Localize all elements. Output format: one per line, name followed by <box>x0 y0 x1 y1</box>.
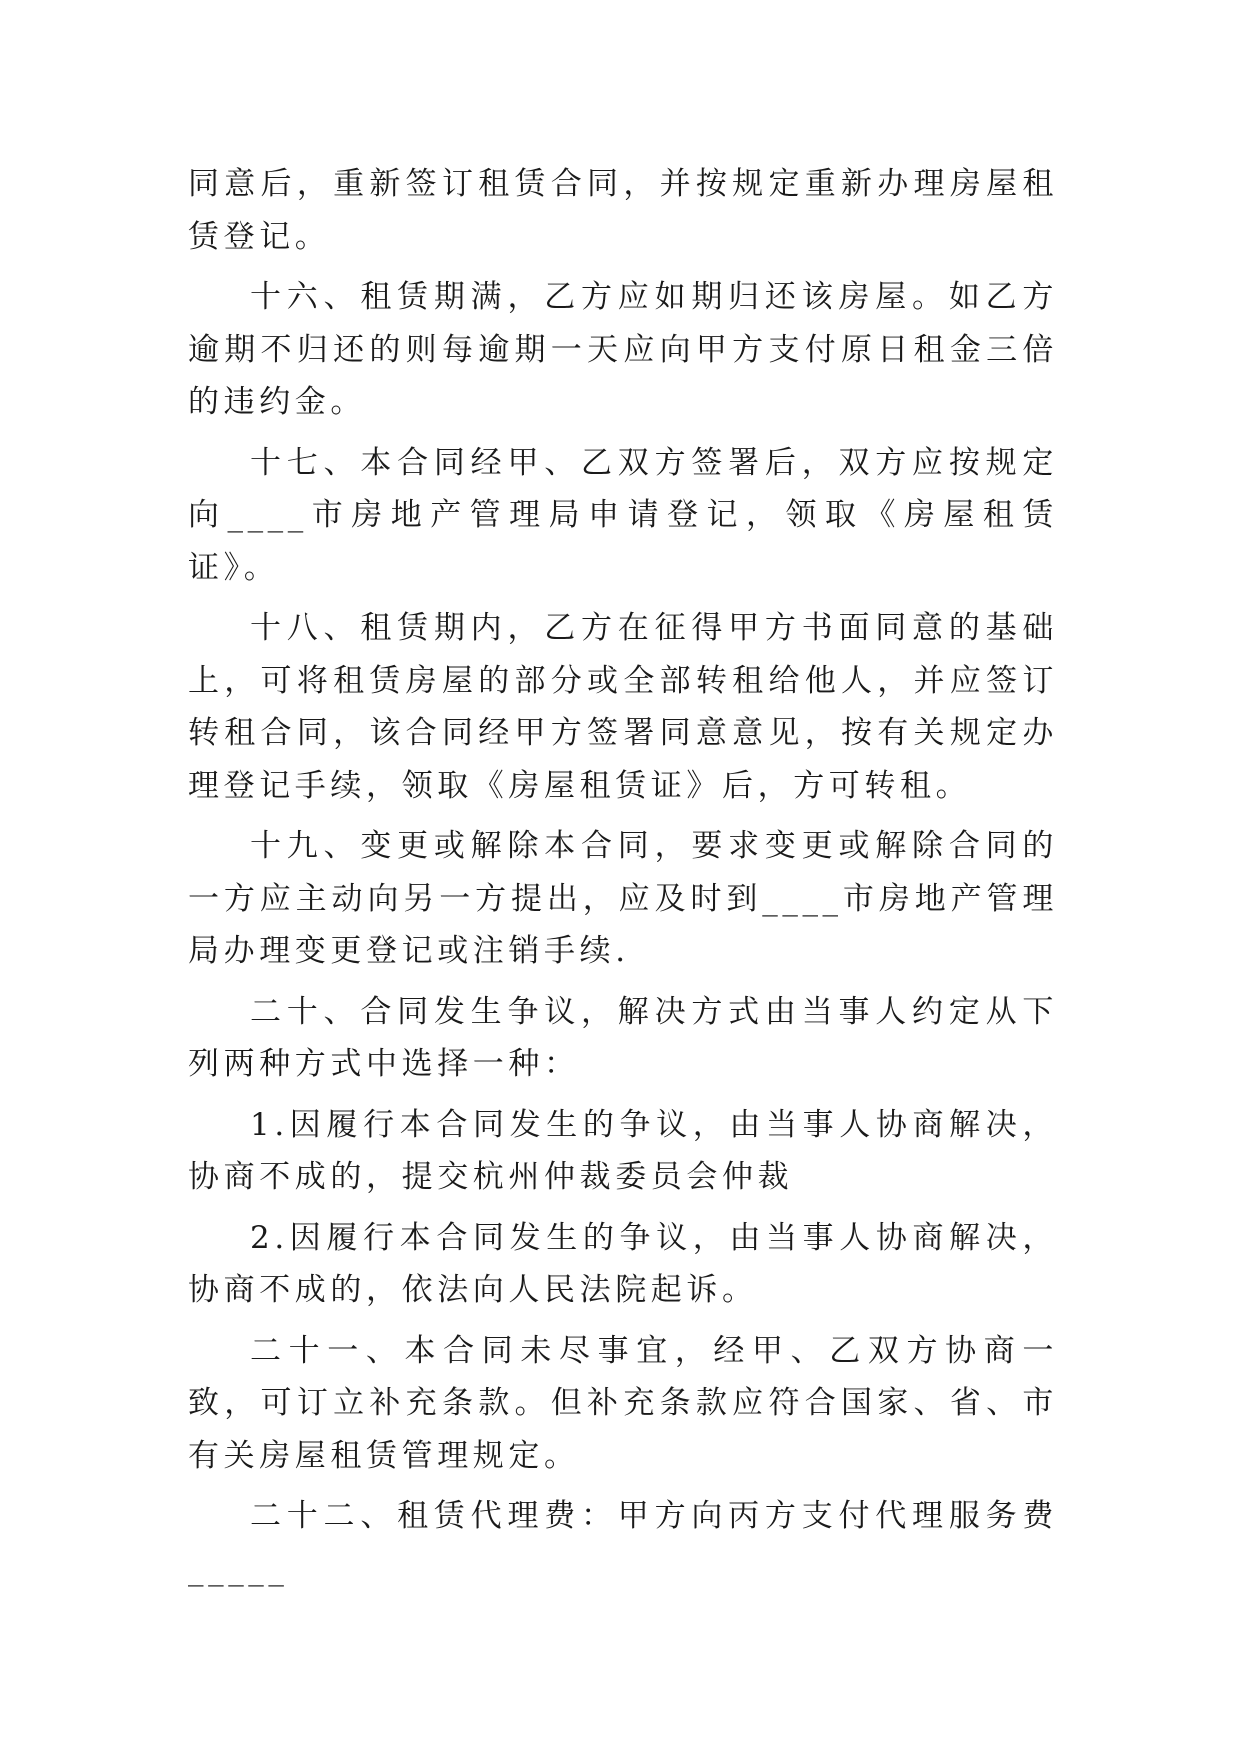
paragraph-clause-17: 十七、本合同经甲、乙双方签署后，双方应按规定向____市房地产管理局申请登记，领取《房屋租赁证》。 <box>188 444 1058 586</box>
paragraph-option-2: 2.因履行本合同发生的争议，由当事人协商解决，协商不成的，依法向人民法院起诉。 <box>188 1219 1058 1308</box>
paragraph-option-1: 1.因履行本合同发生的争议，由当事人协商解决，协商不成的，提交杭州仲裁委员会仲裁 <box>188 1106 1058 1195</box>
paragraph-continued: 同意后，重新签订租赁合同，并按规定重新办理房屋租赁登记。 <box>188 166 1058 255</box>
paragraph-clause-21: 二十一、本合同未尽事宜，经甲、乙双方协商一致，可订立补充条款。但补充条款应符合国家、省、市有关房屋租赁管理规定。 <box>188 1332 1058 1474</box>
paragraph-clause-20: 二十、合同发生争议，解决方式由当事人约定从下列两种方式中选择一种： <box>188 993 1058 1082</box>
paragraph-clause-19: 十九、变更或解除本合同，要求变更或解除合同的一方应主动向另一方提出，应及时到____市房地产管理局办理变更登记或注销手续. <box>188 828 1058 969</box>
paragraph-clause-22: 二十二、租赁代理费：甲方向丙方支付代理服务费_____ <box>188 1498 1058 1587</box>
paragraph-clause-18: 十八、租赁期内，乙方在征得甲方书面同意的基础上，可将租赁房屋的部分或全部转租给他人，并应签订转租合同，该合同经甲方签署同意意见，按有关规定办理登记手续，领取《房屋租赁证》后，方可转租。 <box>188 610 1058 804</box>
paragraph-clause-16: 十六、租赁期满，乙方应如期归还该房屋。如乙方逾期不归还的则每逾期一天应向甲方支付原日租金三倍的违约金。 <box>188 279 1058 420</box>
document-body <box>188 158 1058 1603</box>
